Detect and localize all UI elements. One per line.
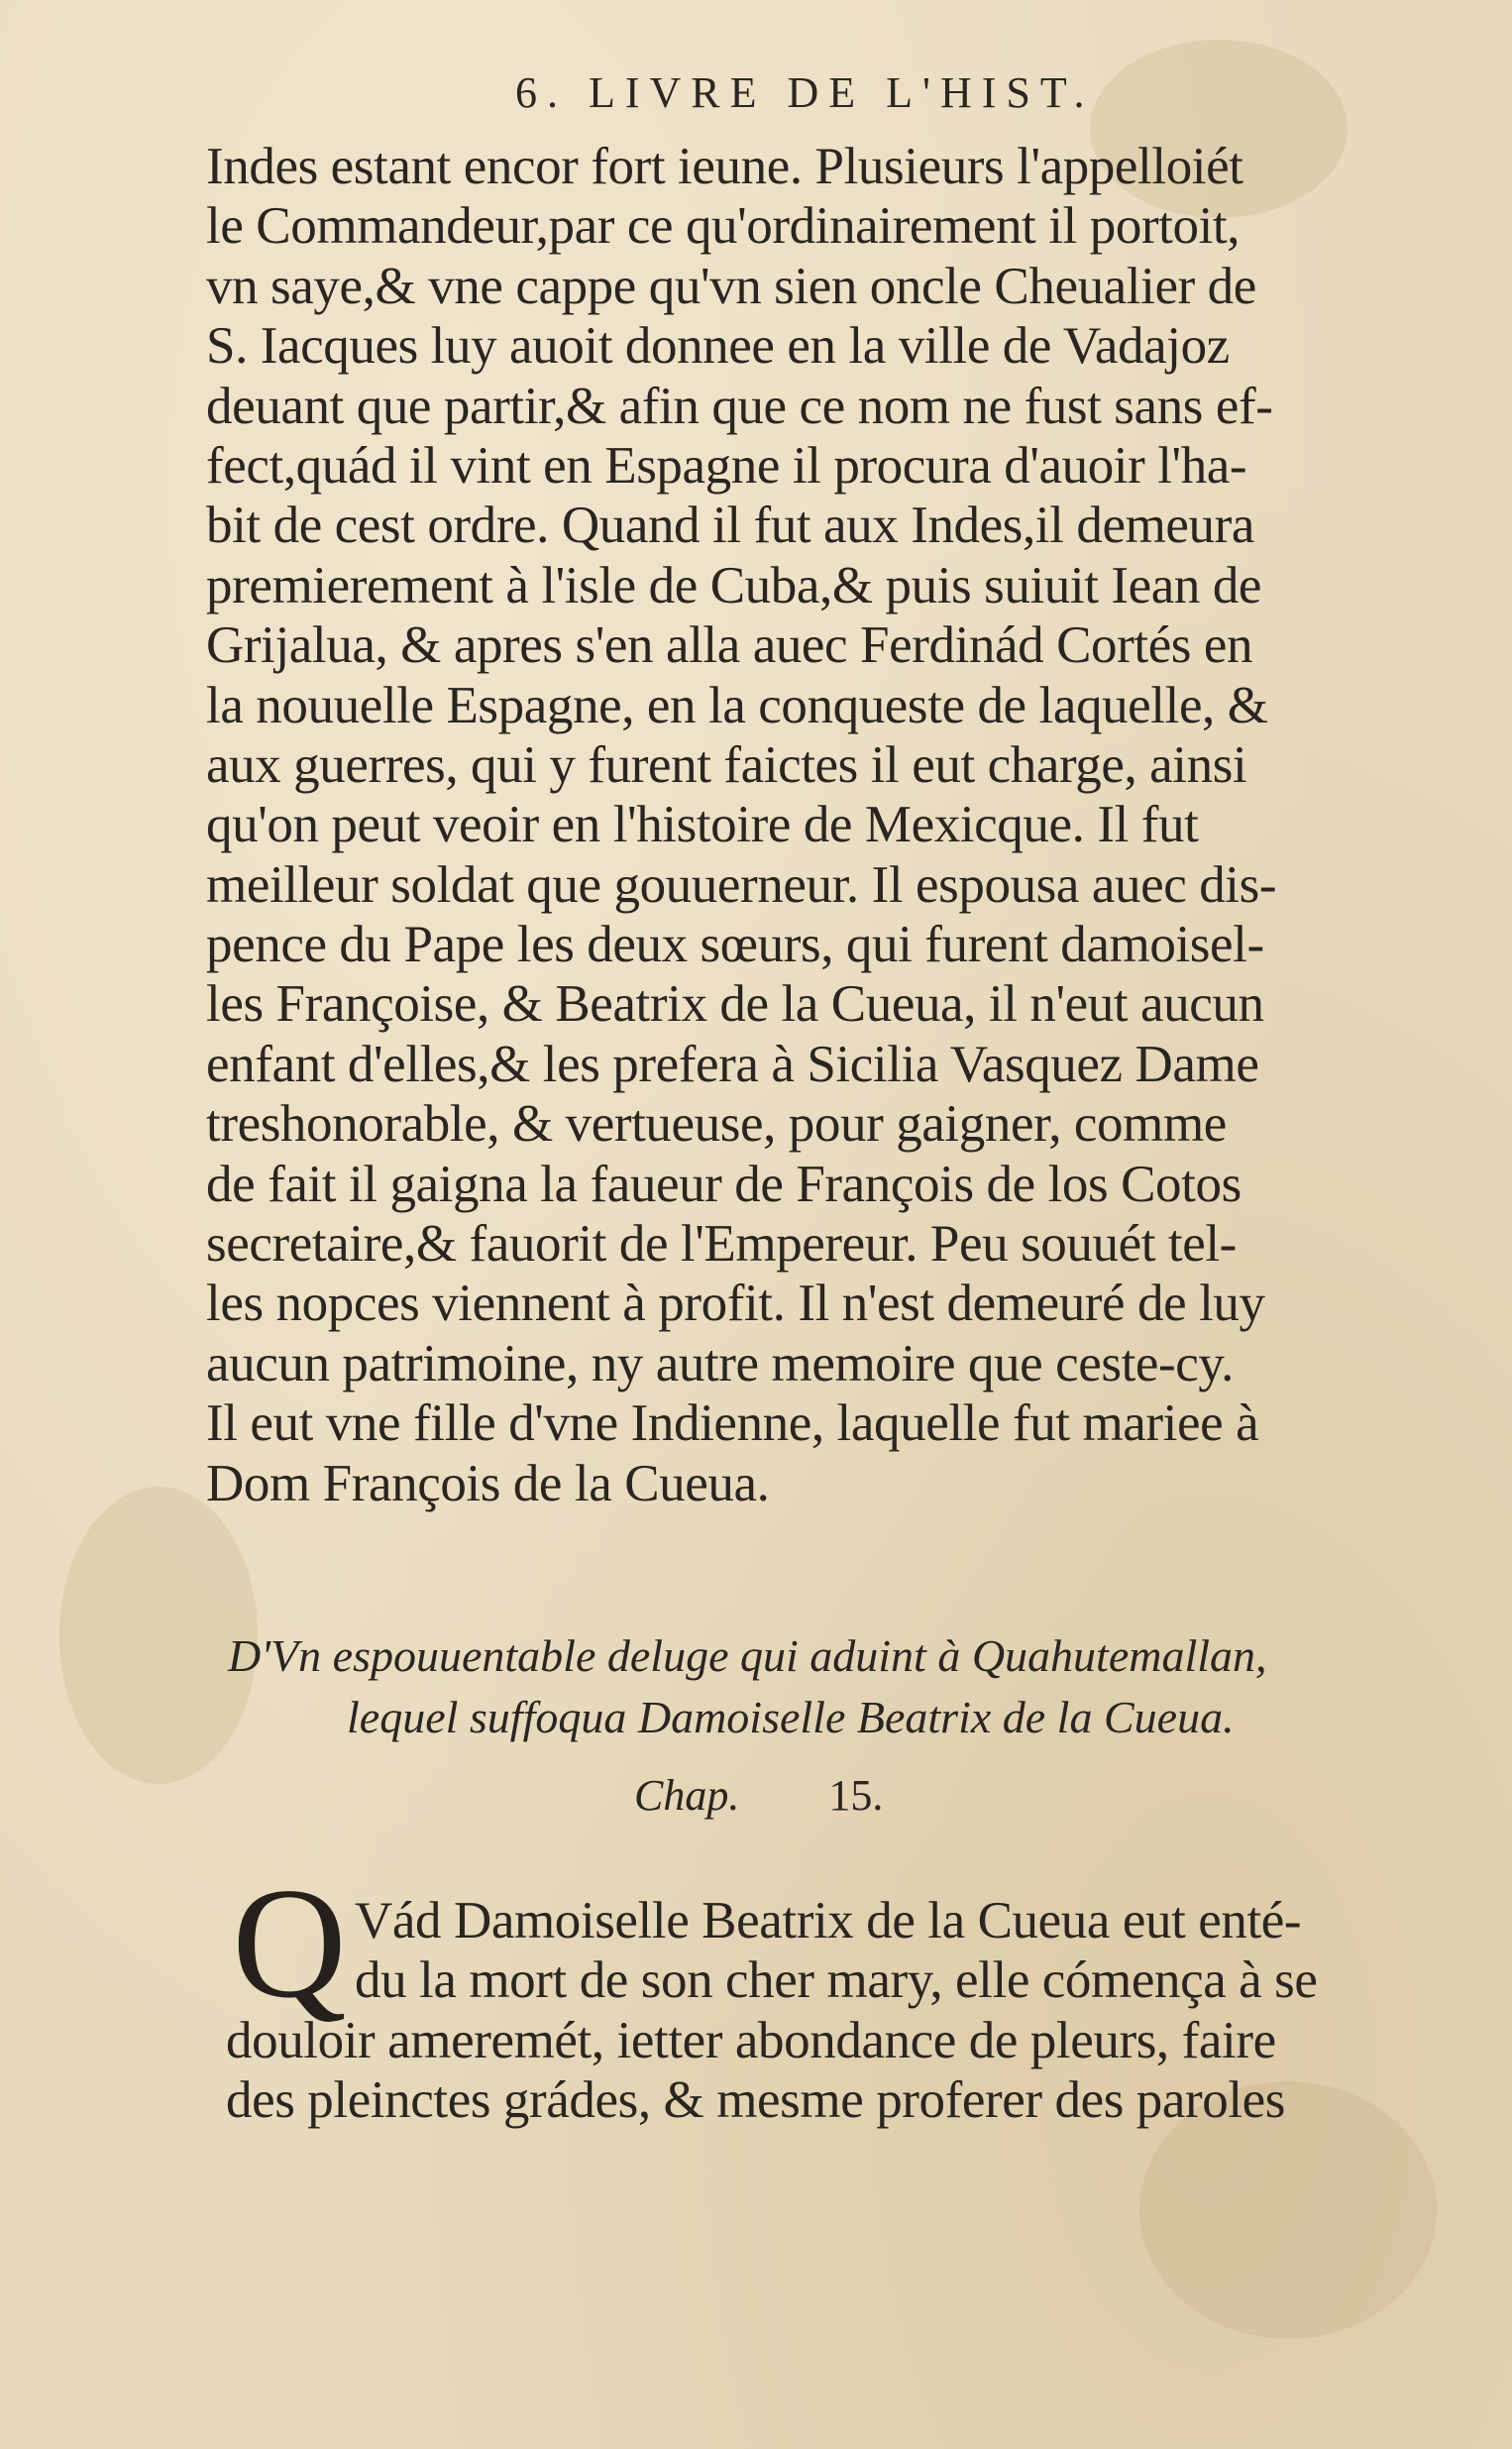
main-paragraph bbox=[206, 137, 1415, 1513]
text-line: des pleinctes grádes, & mesme proferer des paroles bbox=[226, 2071, 1286, 2130]
text-line: Il eut vne fille d'vne Indienne, laquelle fut mariee à bbox=[206, 1394, 1259, 1453]
text-line: secretaire,& fauorit de l'Empereur. Peu souuét tel- bbox=[206, 1215, 1237, 1274]
text-line: douloir ameremét, ietter abondance de pleurs, faire bbox=[226, 2011, 1276, 2069]
text-line: de fait il gaigna la faueur de François de los Cotos bbox=[206, 1155, 1242, 1213]
text-line: qu'on peut veoir en l'histoire de Mexicque. Il fut bbox=[206, 796, 1199, 854]
chapter-number-value: 15. bbox=[828, 1771, 884, 1820]
text-line: Grijalua, & apres s'en alla auec Ferdinád Cortés en bbox=[206, 616, 1253, 675]
text-line: aux guerres, qui y furent faictes il eut charge, ainsi bbox=[206, 735, 1247, 794]
text-line: du la mort de son cher mary, elle cómença à se bbox=[355, 1951, 1318, 2010]
text-line: enfant d'elles,& les prefera à Sicilia Vasquez Dame bbox=[206, 1035, 1259, 1093]
text-line: S. Iacques luy auoit donnee en la ville de Vadajoz bbox=[206, 317, 1230, 376]
text-line: premierement à l'isle de Cuba,& puis suiuit Iean de bbox=[206, 556, 1262, 614]
text-line: Dom François de la Cueua. bbox=[206, 1454, 770, 1512]
running-header: 6. LIVRE DE L'HIST. bbox=[515, 68, 1095, 117]
text-line: vn saye,& vne cappe qu'vn sien oncle Cheualier de bbox=[206, 257, 1256, 315]
chapter-title-line: D'Vn espouuentable deluge qui aduint à Quahutemallan, bbox=[228, 1630, 1267, 1681]
chapter-paragraph bbox=[226, 1891, 1425, 2131]
text-line: les nopces viennent à profit. Il n'est demeuré de luy bbox=[206, 1275, 1265, 1333]
text-line: deuant que partir,& afin que ce nom ne fust sans ef- bbox=[206, 377, 1273, 435]
text-line: Vád Damoiselle Beatrix de la Cueua eut enté- bbox=[355, 1892, 1302, 1949]
text-line: fect,quád il vint en Espagne il procura d'auoir l'ha- bbox=[206, 436, 1247, 495]
text-line: Indes estant encor fort ieune. Plusieurs l'appelloiét bbox=[206, 138, 1243, 195]
text-line: pence du Pape les deux sœurs, qui furent damoisel- bbox=[206, 916, 1264, 974]
text-line: la nouuelle Espagne, en la conqueste de laquelle, & bbox=[206, 676, 1268, 734]
chapter-title-line: lequel suffoqua Damoiselle Beatrix de la Cueua. bbox=[347, 1692, 1235, 1742]
text-line: les Françoise, & Beatrix de la Cueua, il n'eut aucun bbox=[206, 975, 1264, 1034]
drop-capital: Q bbox=[232, 1854, 347, 2031]
text-line: meilleur soldat que gouuerneur. Il espousa auec dis- bbox=[206, 855, 1277, 914]
text-line: bit de cest ordre. Quand il fut aux Indes,il demeura bbox=[206, 497, 1254, 555]
text-line: treshonorable, & vertueuse, pour gaigner, comme bbox=[206, 1095, 1227, 1154]
text-line: aucun patrimoine, ny autre memoire que ceste-cy. bbox=[206, 1334, 1234, 1392]
chapter-number bbox=[634, 1770, 883, 1821]
chapter-heading bbox=[228, 1625, 1417, 1748]
text-line: le Commandeur,par ce qu'ordinairement il portoit, bbox=[206, 197, 1241, 256]
chapter-label: Chap. bbox=[634, 1771, 740, 1820]
